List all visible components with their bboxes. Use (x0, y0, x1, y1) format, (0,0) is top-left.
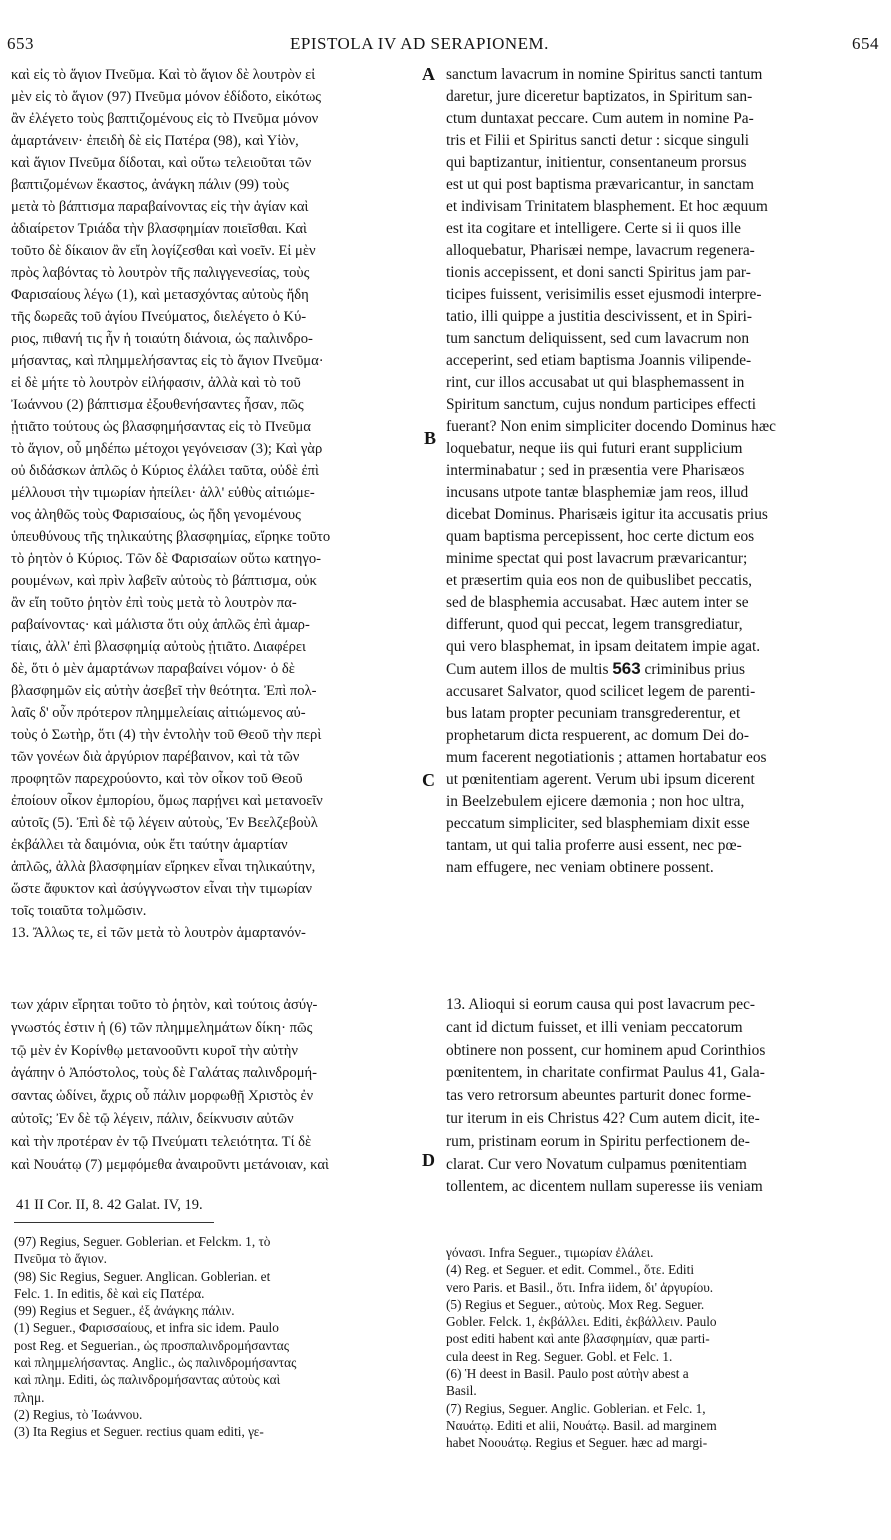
footnote-line: (97) Regius, Seguer. Goblerian. et Felckm. 1, τὸ (14, 1234, 271, 1249)
text-line: καὶ ἅγιον Πνεῦμα δίδοται, καὶ οὕτω τελειοῦται τῶν (11, 155, 312, 171)
text-line: peccatum simpliciter, sed blasphemiam dixit esse (446, 815, 750, 832)
text-line: μήσαντας, καὶ πλημμελήσαντας εἰς τὸ ἅγιον Πνεῦμα· (11, 353, 324, 369)
text-line: ut pœnitentiam agerent. Verum ubi ipsum dicerent (446, 771, 755, 788)
text-line: loquebatur, neque iis qui futuri erant supplicium (446, 440, 743, 457)
page-number-right: 654 (852, 34, 879, 53)
page-number-left: 653 (7, 34, 34, 53)
footnote-line: καὶ πλημ. Editi, ὡς παλινδρομήσαντας αὐτοὺς καὶ (14, 1372, 281, 1388)
text-line: ἀγάπην ὁ Ἀπόστολος, τοὺς δὲ Γαλάτας παλινδρομή- (11, 1065, 318, 1082)
footnote-line: Ναυάτῳ. Editi et alii, Νουάτῳ. Basil. ad marginem (446, 1417, 717, 1433)
greek-text-column-continued (11, 994, 419, 1176)
text-line: πρὸς λαβόντας τὸ λουτρὸν τῆς παλιγγενεσίας, τοὺς (11, 265, 310, 281)
text-line (446, 879, 883, 901)
text-line: daretur, jure diceretur baptizatos, in Spiritum san- (446, 88, 753, 105)
text-line: σαντας ὠδίνει, ἄχρις οὗ πάλιν μορφωθῇ Χριστὸς ἐν (11, 1088, 314, 1105)
text-line: ὑπευθύνους τῆς τηλικαύτης βλασφημίας, εἴρηκε τοῦτο (11, 529, 331, 545)
footnote-line: Gobler. Felck. 1, ἐκβάλλει. Editi, ἐκβάλλειν. Paulo (446, 1314, 717, 1330)
footnote-line: post Reg. et Seguerian., ὡς προσπαλινδρομήσαντας (14, 1337, 290, 1353)
text-line: ραβαίνοντας· καὶ μάλιστα ὅτι οὐχ ἁπλῶς ἐπὶ ἁμαρ- (11, 617, 310, 633)
footnote-line: (98) Sic Regius, Seguer. Anglican. Goblerian. et (14, 1268, 271, 1284)
footnote-line: πλημ. (14, 1389, 45, 1405)
text-line: fuerant? Non enim simpliciter docendo Dominus hæc (446, 418, 776, 435)
footnotes-left-column (14, 1233, 419, 1441)
text-line: tur iterum in eis Christus 42? Cum autem dicit, ite- (446, 1109, 760, 1127)
text-line: τὸ ἅγιον, οὗ μηδέπω μέτοχοι γεγόνεισαν (3); Καὶ γὰρ (11, 441, 323, 457)
text-line: rint, cur illos accusabat ut qui blasphemassent in (446, 374, 745, 391)
margin-letter-a: A (422, 64, 435, 84)
text-line: tatio, illi quippe a justitia descivissent, et in Spiri- (446, 308, 753, 325)
text-line: qui vero blasphemat, in ipsam deitatem impie agat. (446, 638, 761, 655)
text-line: καὶ Νουάτῳ (7) μεμφόμεθα ἀναιροῦντι μετάνοιαν, καὶ (11, 1156, 329, 1173)
scripture-references: 41 II Cor. II, 8. 42 Galat. IV, 19. (16, 1197, 203, 1213)
text-line: incusans utpote tantæ blasphemiæ jam reos, illud (446, 484, 749, 501)
text-line: qui baptizantur, initientur, consentaneum prorsus (446, 154, 747, 171)
text-line: alloquebatur, Pharisæi nempe, lavacrum regenera- (446, 242, 755, 259)
text-line: των χάριν εἴρηται τοῦτο τὸ ῥητὸν, καὶ τούτοις ἀσύγ- (11, 997, 318, 1013)
text-line: ἂν ἐλέγετο τοὺς βαπτιζομένους εἰς τὸ Πνεῦμα μόνον (11, 111, 319, 127)
running-title: EPISTOLA IV AD SERAPIONEM. (290, 34, 549, 53)
text-line: in Beelzebulem ejicere dæmonia ; non hoc ultra, (446, 793, 745, 810)
text-line: cant id dictum fuisset, et illi veniam peccatorum (446, 1018, 743, 1036)
text-line: ἐκβάλλει τὰ δαιμόνια, οὐκ ἔτι ταύτην ἁμαρτίαν (11, 837, 288, 853)
text-line: est ut qui post baptisma prævaricantur, in sanctam (446, 176, 754, 193)
footnote-line: (3) Ita Regius et Seguer. rectius quam editi, γε- (14, 1424, 264, 1440)
footnote-line: vero Paris. et Basil., ὅτι. Infra iidem, δι' ἀργυρίου. (446, 1279, 714, 1295)
text-line: μὲν εἰς τὸ ἅγιον (97) Πνεῦμα μόνον ἐδίδοτο, εἰκότως (11, 89, 322, 105)
text-line: tum sanctum deliquissent, sed cum lavacrum non (446, 330, 750, 347)
text-line: ctum duntaxat peccare. Cum autem in nomine Pa- (446, 110, 754, 127)
footnote-line: (5) Regius et Seguer., αὐτοὺς. Mox Reg. Seguer. (446, 1296, 705, 1312)
text-line: τῷ μὲν ἐν Κορίνθῳ μετανοοῦντι κυροῖ τὴν αὐτὴν (11, 1042, 298, 1059)
footnote-line: Πνεῦμα τὸ ἅγιον. (14, 1251, 107, 1267)
text-line: ἐποίουν οἶκον ἐμπορίου, ὅμως παρῄνει καὶ μετανοεῖν (11, 793, 323, 809)
footnote-line: γόνασι. Infra Seguer., τιμωρίαν ἐλάλει. (446, 1245, 654, 1260)
text-line: pœnitentem, in charitate confirmat Paulus 41, Gala- (446, 1064, 765, 1082)
text-line: interminabatur ; sed in præsentia vere Pharisæos (446, 462, 745, 479)
footnote-line: (99) Regius et Seguer., ἐξ ἀνάγκης πάλιν. (14, 1303, 235, 1319)
footnote-line: Basil. (446, 1383, 477, 1399)
text-line: nam effugere, nec veniam obtinere possent. (446, 859, 714, 876)
margin-letter-b: B (424, 428, 437, 448)
text-line: αὐτοῖς (5). Ἐπὶ δὲ τῷ λέγειν αὐτοὺς, Ἐν Βεελζεβοὺλ (11, 815, 318, 831)
text-line: bus latam propter pecuniam transgrederentur, et (446, 705, 741, 722)
text-line: τοῦτο δὲ δίκαιον ἂν εἴη λογίζεσθαι καὶ νοεῖν. Εἰ μὲν (11, 243, 316, 259)
text-line: minime spectat qui post lavacrum prævaricantur; (446, 550, 748, 567)
column-number: 563 (612, 659, 641, 678)
text-line: μέλλουσι τὴν τιμωρίαν ἠπείλει· ἀλλ' εὐθὺς αἰτιώμε- (11, 485, 315, 501)
text-line: Spiritum sanctum, cujus nondum participes effecti (446, 396, 757, 413)
text-line: δὲ, ὅτι ὁ μὲν ἁμαρτάνων παραβαίνει νόμον· ὁ δὲ (11, 661, 295, 677)
text-line: 13. Ἄλλως τε, εἰ τῶν μετὰ τὸ λουτρὸν ἁμαρτανόν- (11, 925, 306, 941)
greek-text-column (11, 64, 419, 944)
text-line: clarat. Cur vero Novatum culpamus pœnitentiam (446, 1155, 747, 1173)
text-line: Φαρισαίους λέγω (1), καὶ μετασχόντας αὐτοὺς ἤδη (11, 287, 309, 303)
text-line: λαῖς δ' οὖν πρότερον πλημμελείαις αἰτιώμενος αὐ- (11, 705, 306, 721)
text-line: ὥστε ἄφυκτον καὶ ἀσύγγνωστον εἶναι τὴν τιμωρίαν (11, 881, 313, 897)
text-line: οὐ διδάσκων ἁπλῶς ὁ Κύριος ἐλάλει ταῦτα, οὐδὲ ἐπὶ (11, 463, 319, 479)
text-line: ρουμένων, καὶ πρὶν λαβεῖν αὐτοὺς τὸ βάπτισμα, οὐκ (11, 573, 317, 589)
text-line: dicebat Dominus. Pharisæis igitur ita accusatis prius (446, 506, 768, 523)
text-line: ἀδιαίρετον Τριάδα τὴν βλασφημίαν ποιεῖσθαι. Καὶ (11, 221, 307, 237)
text-line: acceperint, sed etiam baptisma Joannis vilipende- (446, 352, 752, 369)
text-line: tas vero retrorsum abeuntes parturit donec forme- (446, 1087, 752, 1105)
text-line: ticipes fuissent, verisimilis esset ejusmodi interpre- (446, 286, 762, 303)
text-line: γνωστός ἐστιν ἡ (6) τῶν πλημμελημάτων δίκη· πῶς (11, 1019, 313, 1036)
footnote-line: καὶ πλημμελήσαντας. Anglic., ὡς παλινδρομήσαντας (14, 1355, 297, 1371)
text-line: βαπτιζομένων ἕκαστος, ἀνάγκη πάλιν (99) τοὺς (11, 177, 289, 193)
margin-letter-c: C (422, 770, 435, 790)
text-line: μετὰ τὸ βάπτισμα παραβαίνοντας εἰς τὴν ἁγίαν καὶ (11, 199, 309, 215)
footnote-line: (1) Seguer., Φαρισσαίους, et infra sic idem. Paulo (14, 1320, 279, 1336)
footnote-line: post editi habent καὶ ante βλασφημίαν, quæ parti- (446, 1331, 710, 1347)
text-line: sed de blasphemia accusabat. Hæc autem inter se (446, 594, 749, 611)
text-line: εἰ δὲ μήτε τὸ λουτρὸν εἰλήφασιν, ἀλλὰ καὶ τὸ τοῦ (11, 375, 301, 391)
margin-letter-d: D (422, 1150, 435, 1170)
text-line: τὸ ῥητὸν ὁ Κύριος. Τῶν δὲ Φαρισαίων οὕτω κατηγο- (11, 551, 322, 567)
text-line: mum facerent negotiationis ; attamen hortabatur eos (446, 749, 767, 766)
text-line: τοὺς ὁ Σωτὴρ, ὅτι (4) τὴν ἐντολὴν τοῦ Θεοῦ τὴν περὶ (11, 727, 322, 743)
text-line: sanctum lavacrum in nomine Spiritus sancti tantum (446, 66, 763, 83)
text-line: tantam, ut qui talia proferre ausi essent, nec pœ- (446, 837, 742, 854)
text-line: νος ἀληθῶς τοὺς Φαρισαίους, ὡς ἤδη γενομένους (11, 507, 301, 523)
text-line: τῆς δωρεᾶς τοῦ ἁγίου Πνεύματος, διελέγετο ὁ Κύ- (11, 309, 307, 325)
footnote-line: (2) Regius, τὸ Ἰωάννου. (14, 1406, 143, 1422)
footnote-line: Felc. 1. In editis, δὲ καὶ εἰς Πατέρα. (14, 1285, 205, 1301)
footnote-line: cula deest in Reg. Seguer. Gobl. et Felc. 1. (446, 1348, 673, 1364)
text-line: 13. Alioqui si eorum causa qui post lavacrum pec- (446, 996, 756, 1013)
text-line: Cum autem illos de multis 563 criminibus prius (446, 659, 745, 678)
text-line: differunt, quod qui peccat, legem transgrediatur, (446, 616, 743, 633)
text-line: καὶ εἰς τὸ ἅγιον Πνεῦμα. Καὶ τὸ ἅγιον δὲ λουτρὸν εἰ (11, 67, 316, 83)
text-line: προφητῶν παρεχρούοντο, καὶ τὸν οἶκον τοῦ Θεοῦ (11, 771, 303, 787)
footnote-divider (14, 1222, 214, 1223)
text-line: τοῖς τοιαῦτα τολμῶσιν. (11, 903, 147, 919)
text-line: est ita cogitare et intelligere. Certe si ii quos ille (446, 220, 741, 237)
text-line: ἁμαρτάνειν· ἐπειδὴ δὲ εἰς Πατέρα (98), καὶ Υἱὸν, (11, 133, 299, 149)
text-line: accusaret Salvator, quod scilicet legem de parenti- (446, 683, 756, 700)
text-line: τῶν γονέων διὰ ἀργύριον παρέβαινον, καὶ τὰ τῶν (11, 749, 300, 765)
text-line: obtinere non possent, cur hominem apud Corinthios (446, 1041, 766, 1059)
text-line: ᾐτιᾶτο τούτους ὡς βλασφημήσαντας εἰς τὸ Πνεῦμα (11, 419, 311, 435)
text-line: Ἰωάννου (2) βάπτισμα ἐξουθενήσαντες ἦσαν, πῶς (11, 397, 304, 413)
latin-text-column (446, 64, 883, 901)
footnote-line: (7) Regius, Seguer. Anglic. Goblerian. et Felc. 1, (446, 1400, 706, 1416)
text-line: ἁπλῶς, ἀλλὰ βλασφημίαν εἴρηκεν εἶναι τηλικαύτην, (11, 859, 316, 875)
text-line: rum, pristinam eorum in Spiritu perfectionem de- (446, 1132, 750, 1150)
footnotes-right-column (446, 1244, 883, 1452)
text-line: tris et Filii et Spiritus sancti detur : sicque singuli (446, 132, 750, 149)
footnote-line: (6) Ἡ deest in Basil. Paulo post αὐτὴν abest a (446, 1366, 689, 1382)
footnote-line: habet Νοουάτῳ. Regius et Seguer. hæc ad margi- (446, 1435, 708, 1451)
text-line: tionis accepissent, et doni sancti Spiritus jam par- (446, 264, 751, 281)
latin-text-column-continued (446, 994, 883, 1199)
text-line: et indivisam Trinitatem blasphement. Et hoc æquum (446, 198, 768, 215)
text-line: quam baptisma percepissent, hoc certe dictum eos (446, 528, 755, 545)
text-line: et præsertim quia eos non de quibuslibet peccatis, (446, 572, 753, 589)
text-line: βλασφημῶν εἰς αὐτὴν ἀσεβεῖ τὴν θεότητα. Ἐπὶ πολ- (11, 683, 317, 699)
text-line: αὐτοῖς; Ἐν δὲ τῷ λέγειν, πάλιν, δείκνυσιν αὐτῶν (11, 1110, 294, 1127)
text-line: ριος, πιθανή τις ἦν ἡ τοιαύτη διάνοια, ὡς παλινδρο- (11, 331, 313, 347)
text-line: τίαις, ἀλλ' ἐπὶ βλασφημίᾳ αὐτοὺς ᾐτιᾶτο. Διαφέρει (11, 639, 306, 655)
text-line: ἂν εἴη τοῦτο ῥητὸν ἐπὶ τοὺς μετὰ τὸ λουτρὸν πα- (11, 595, 297, 611)
text-line: prophetarum dicta respuerent, ac domum Dei do- (446, 727, 750, 744)
text-line: καὶ τὴν προτέραν ἐν τῷ Πνεύματι τελειότητα. Τί δὲ (11, 1133, 312, 1150)
footnote-line: (4) Reg. et Seguer. et edit. Commel., ὅτε. Editi (446, 1262, 695, 1278)
text-line: tollentem, ac dicentem nullam superesse iis veniam (446, 1178, 763, 1196)
